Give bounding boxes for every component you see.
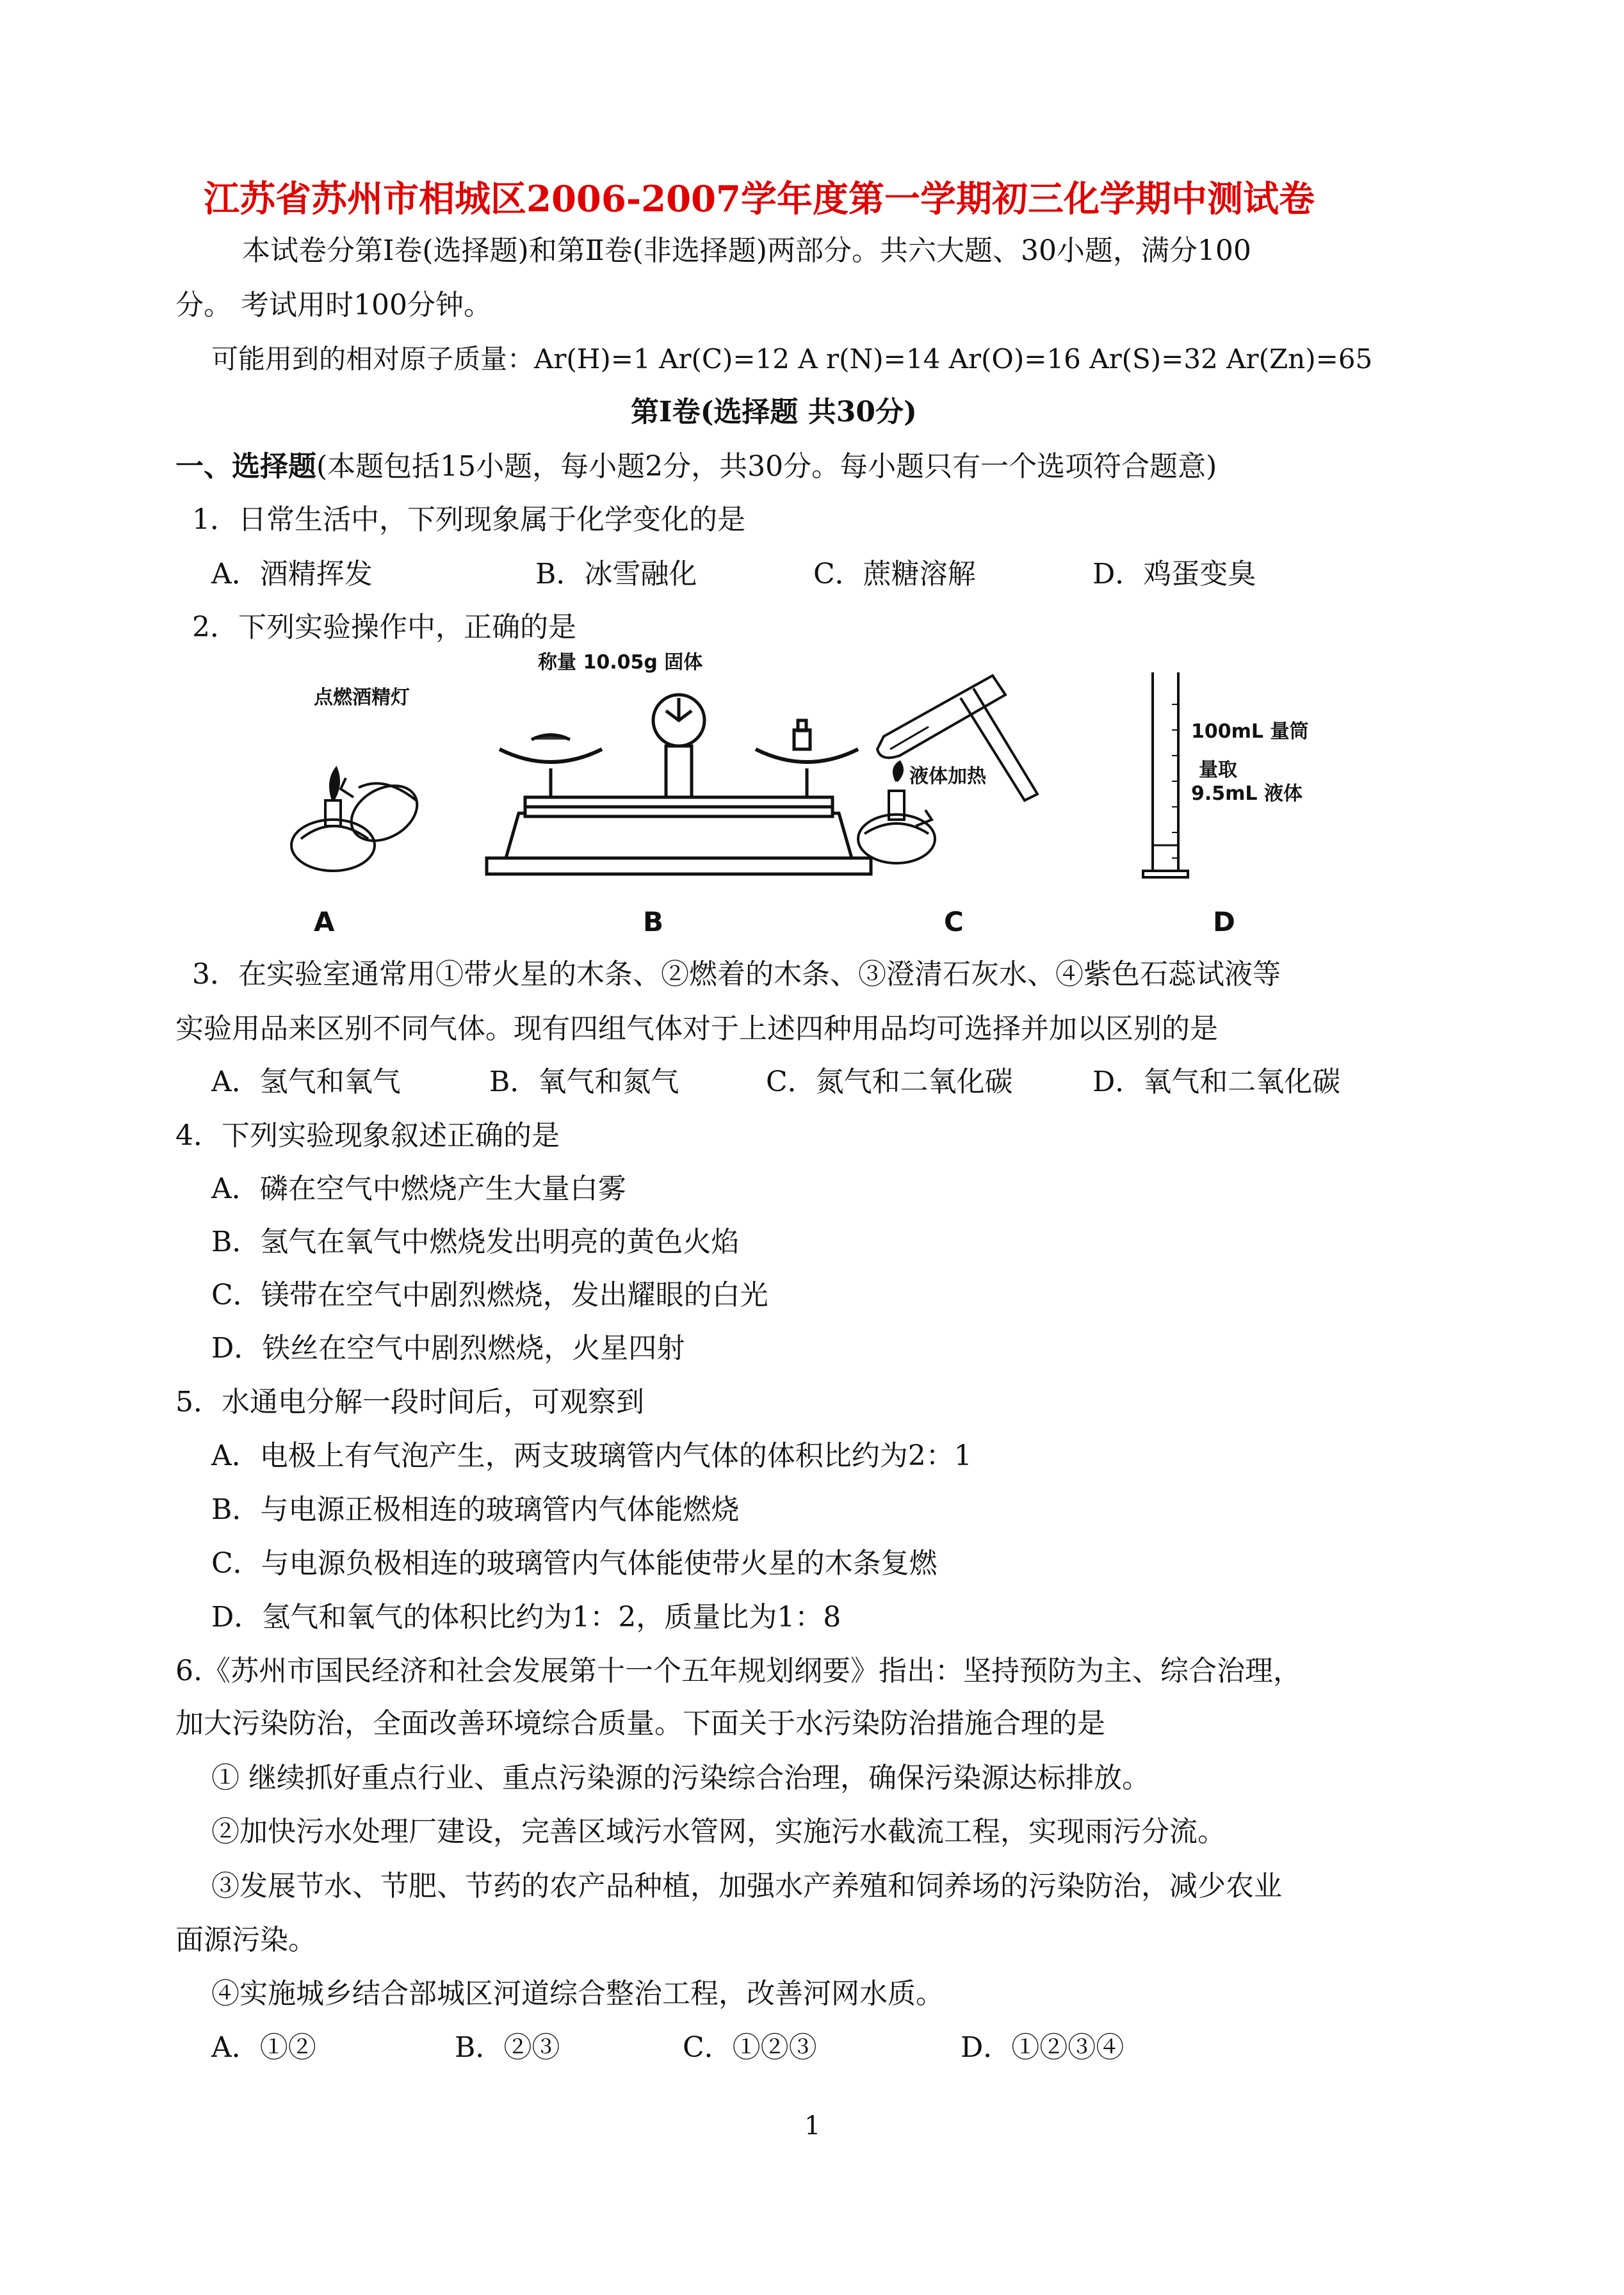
q4-option-d: D．铁丝在空气中剧烈燃烧，火星四射 [211, 1332, 685, 1365]
q6-item-3-line-1: ③发展节水、节肥、节药的农产品种植，加强水产养殖和饲养场的污染防治，减少农业 [211, 1870, 1282, 1902]
q3-stem-line-1: 3．在实验室通常用①带火星的木条、②燃着的木条、③澄清石灰水、④紫色石蕊试液等 [192, 958, 1281, 991]
q4-stem: 4．下列实验现象叙述正确的是 [175, 1119, 560, 1152]
q1-stem: 1．日常生活中，下列现象属于化学变化的是 [192, 503, 745, 536]
q5-option-b: B．与电源正极相连的玻璃管内气体能燃烧 [211, 1493, 740, 1526]
q6-item-3-line-2: 面源污染。 [175, 1924, 316, 1956]
q3-option-d: D．氧气和二氧化碳 [1092, 1066, 1341, 1098]
figure-letter-d: D [1213, 906, 1235, 937]
q3-option-b: B．氧气和氮气 [489, 1066, 679, 1098]
q2-stem: 2．下列实验操作中，正确的是 [192, 611, 576, 644]
section1-desc: (本题包括15小题，每小题2分，共30分。每小题只有一个选项符合题意) [316, 450, 1217, 483]
atomic-masses: 可能用到的相对原子质量：Ar(H)=1 Ar(C)=12 A r(N)=14 Ar(O)=16 Ar(S)=32 Ar(Zn)=65 [211, 343, 1373, 375]
q6-option-d: D．①②③④ [961, 2031, 1125, 2064]
q6-item-2: ②加快污水处理厂建设，完善区域污水管网，实施污水截流工程，实现雨污分流。 [211, 1815, 1226, 1848]
q6-item-1: ① 继续抓好重点行业、重点污染源的污染综合治理，确保污染源达标排放。 [211, 1762, 1150, 1794]
q5-option-a: A．电极上有气泡产生，两支玻璃管内气体的体积比约为2：1 [211, 1439, 972, 1472]
intro-line-1: 本试卷分第Ⅰ卷(选择题)和第Ⅱ卷(非选择题)两部分。共六大题、30小题，满分100 [242, 234, 1251, 267]
section1-heading [175, 450, 1217, 483]
q6-stem-line-2: 加大污染防治，全面改善环境综合质量。下面关于水污染防治措施合理的是 [175, 1707, 1105, 1740]
q3-option-c: C．氮气和二氧化碳 [766, 1066, 1013, 1098]
figure-d-label-1: 100mL 量筒 [1191, 720, 1309, 743]
q2-figure [269, 651, 1309, 935]
section1-label: 一、选择题 [175, 450, 316, 483]
figure-letter-c: C [944, 906, 964, 937]
figure-letter-b: B [643, 906, 664, 937]
figure-b-label: 称量 10.05g 固体 [538, 651, 703, 674]
balance-scale-icon [480, 679, 877, 890]
q1-option-a: A．酒精挥发 [211, 558, 373, 590]
intro-line-2: 分。 考试用时100分钟。 [175, 289, 492, 321]
q4-option-c: C．镁带在空气中剧烈燃烧，发出耀眼的白光 [211, 1279, 768, 1311]
page-number: 1 [804, 2111, 821, 2141]
figure-d-label-3: 9.5mL 液体 [1191, 783, 1303, 805]
q1-option-c: C．蔗糖溶解 [813, 558, 976, 590]
q6-option-b: B．②③ [455, 2031, 560, 2064]
figure-a-label: 点燃酒精灯 [314, 686, 410, 709]
figure-d-label-2: 量取 [1199, 759, 1237, 781]
page-title: 江苏省苏州市相城区2006-2007学年度第一学期初三化学期中测试卷 [204, 178, 1315, 220]
q5-stem: 5．水通电分解一段时间后，可观察到 [175, 1386, 644, 1418]
alcohol-lamp-lighting-icon [282, 717, 448, 884]
q6-item-4: ④实施城乡结合部城区河道综合整治工程，改善河网水质。 [211, 1977, 944, 2010]
part1-title: 第Ⅰ卷(选择题 共30分) [631, 396, 917, 428]
q5-option-c: C．与电源负极相连的玻璃管内气体能使带火星的木条复燃 [211, 1547, 938, 1580]
figure-c-label: 液体加热 [909, 765, 986, 788]
q4-option-a: A．磷在空气中燃烧产生大量白雾 [211, 1172, 626, 1205]
q4-option-b: B．氢气在氧气中燃烧发出明亮的黄色火焰 [211, 1226, 740, 1258]
q1-option-d: D．鸡蛋变臭 [1092, 558, 1256, 590]
q1-option-b: B．冰雪融化 [535, 558, 697, 590]
q6-option-a: A．①② [211, 2031, 316, 2064]
figure-letter-a: A [314, 906, 335, 937]
graduated-cylinder-icon [1140, 666, 1204, 896]
q6-option-c: C．①②③ [683, 2031, 817, 2064]
q3-option-a: A．氢气和氧气 [211, 1066, 401, 1098]
q3-stem-line-2: 实验用品来区别不同气体。现有四组气体对于上述四种用品均可选择并加以区别的是 [175, 1012, 1218, 1045]
q6-stem-line-1: 6.《苏州市国民经济和社会发展第十一个五年规划纲要》指出：坚持预防为主、综合治理， [175, 1655, 1301, 1687]
q5-option-d: D．氢气和氧气的体积比约为1：2，质量比为1：8 [211, 1601, 841, 1634]
